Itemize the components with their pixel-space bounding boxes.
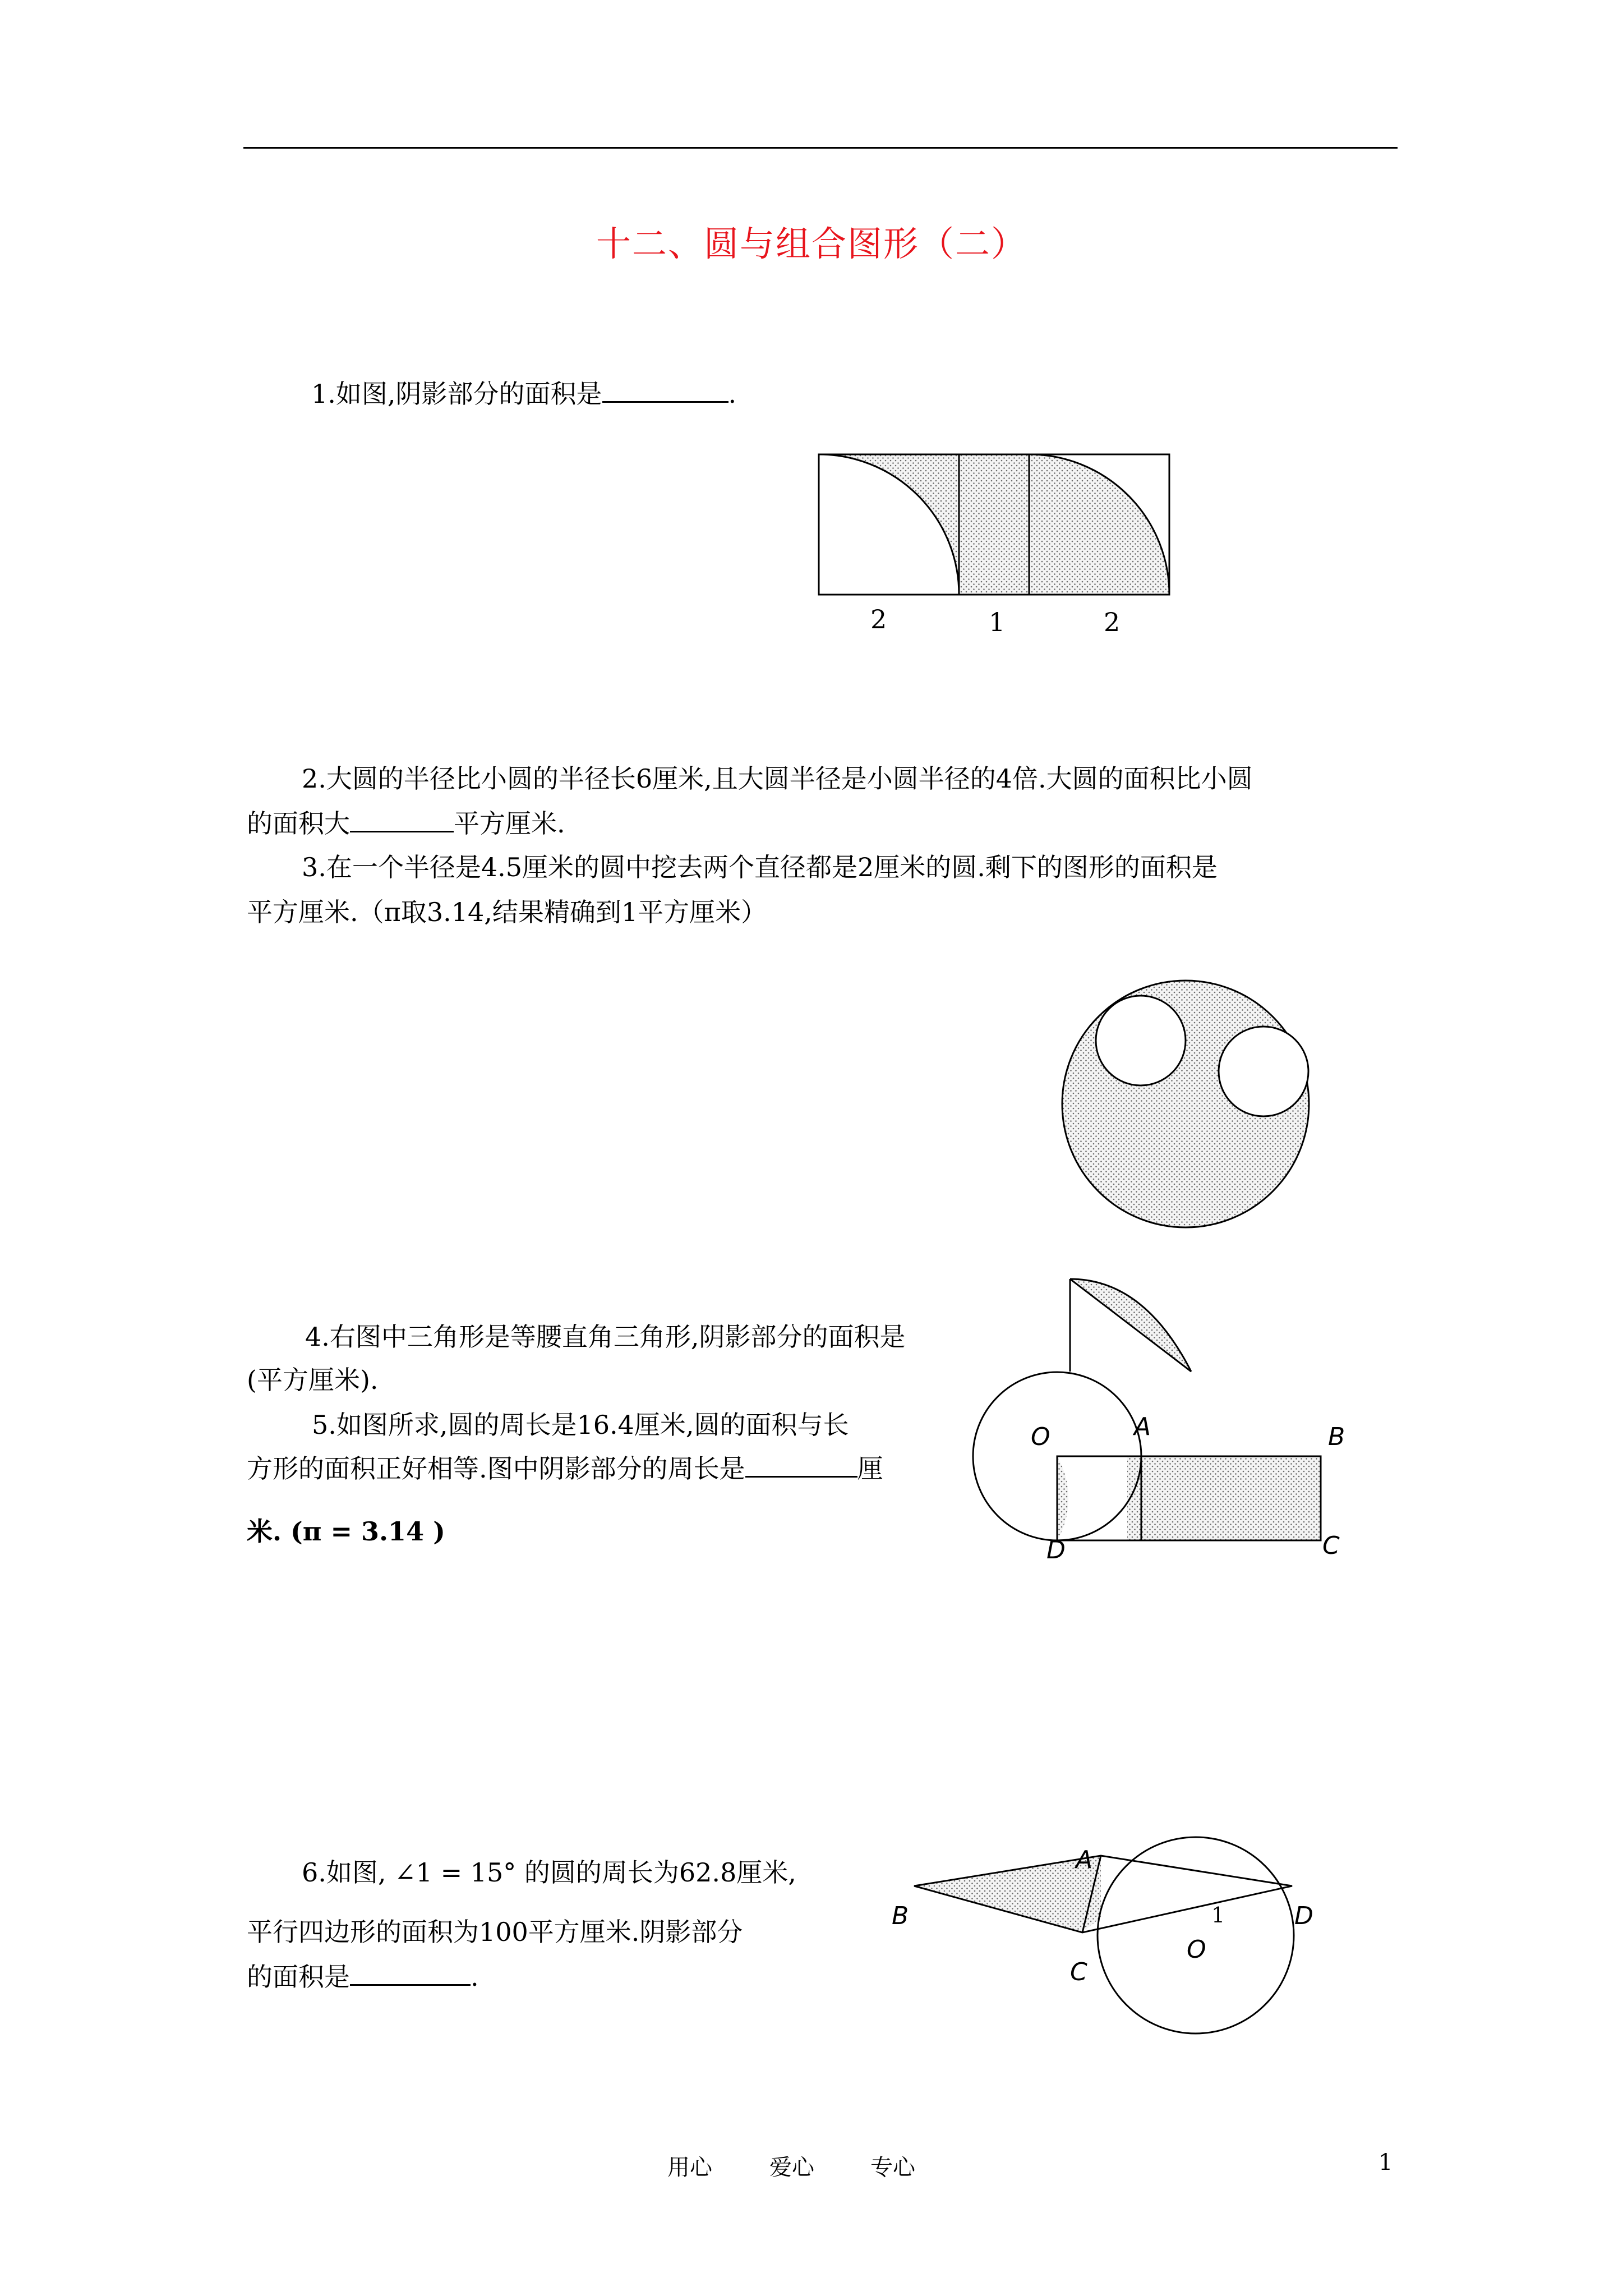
question-4-line-1: 4.右图中三角形是等腰直角三角形,阴影部分的面积是: [305, 1322, 906, 1352]
question-6-line-1: 6.如图, ∠1 = 15° 的圆的周长为62.8厘米,: [302, 1857, 796, 1888]
question-1-end: .: [728, 379, 737, 409]
footer-item-3: 专心: [870, 2155, 915, 2180]
question-5-text-b: 厘: [857, 1453, 883, 1484]
question-5-line-1: 5.如图所求,圆的周长是16.4厘米,圆的面积与长: [312, 1410, 849, 1440]
figure-1-label-middle: 1: [989, 607, 1006, 637]
footer-item-1: 用心: [667, 2155, 712, 2180]
figure-6-label-d: D: [1294, 1902, 1313, 1930]
question-6-line-3: [247, 1954, 479, 1999]
figure-5-label-c: C: [1322, 1531, 1340, 1560]
header-rule: [243, 147, 1398, 149]
figure-5-label-b: B: [1328, 1423, 1345, 1451]
question-2-text-a: 的面积大: [247, 808, 350, 839]
figure-1-shaded-left: [819, 454, 959, 595]
question-2-line-1: 2.大圆的半径比小圆的半径长6厘米,且大圆半径是小圆半径的4倍.大圆的面积比小圆: [302, 763, 1253, 794]
figure-6-label-o: O: [1187, 1935, 1206, 1964]
figure-1-shaded-right: [1029, 454, 1169, 595]
question-2-line-2: [247, 801, 565, 846]
figure-6-label-angle-1: 1: [1211, 1903, 1225, 1927]
answer-blank-2[interactable]: [350, 808, 454, 832]
figure-6: [903, 1834, 1324, 2042]
figure-1-label-right: 2: [1104, 607, 1121, 637]
figure-1-label-left: 2: [870, 604, 887, 634]
question-1-text: 1.如图,阴影部分的面积是: [311, 379, 602, 409]
question-2-text-b: 平方厘米.: [454, 808, 565, 839]
figure-6-label-b: B: [892, 1902, 909, 1930]
question-6-line-2: 平行四边形的面积为100平方厘米.阴影部分: [247, 1917, 743, 1947]
figure-5-shaded-rect: [1127, 1456, 1321, 1540]
page-title: 十二、圆与组合图形（二）: [596, 223, 1027, 264]
footer-item-2: 爱心: [769, 2155, 814, 2180]
page-number: 1: [1378, 2150, 1393, 2175]
question-4-line-2: (平方厘米).: [247, 1365, 379, 1395]
figure-3-hole-left: [1096, 996, 1186, 1085]
answer-blank-6[interactable]: [350, 1962, 471, 1986]
figure-5: [965, 1374, 1324, 1582]
question-6-text-a: 的面积是: [247, 1962, 350, 1992]
question-5-line-2: [247, 1446, 883, 1491]
question-3-line-2: 平方厘米.（π取3.14,结果精确到1平方厘米）: [247, 897, 767, 927]
question-3-line-1: 3.在一个半径是4.5厘米的圆中挖去两个直径都是2厘米的圆.剩下的图形的面积是: [302, 852, 1218, 882]
figure-5-shaded-sector: [1057, 1456, 1068, 1540]
question-5-line-3: 米. (π = 3.14 ): [247, 1516, 445, 1547]
question-1: [311, 371, 736, 416]
figure-5-label-a: A: [1134, 1412, 1151, 1441]
question-5-text-a: 方形的面积正好相等.图中阴影部分的周长是: [247, 1453, 745, 1484]
figure-1-shaded-middle: [959, 454, 1029, 595]
answer-blank-1[interactable]: [602, 379, 728, 403]
figure-6-label-a: A: [1076, 1846, 1093, 1874]
answer-blank-5[interactable]: [745, 1453, 857, 1478]
figure-5-label-o: O: [1031, 1423, 1050, 1451]
figure-3: [1032, 976, 1346, 1240]
figure-4: [1060, 1273, 1200, 1374]
figure-6-label-c: C: [1070, 1958, 1087, 1986]
figure-5-label-d: D: [1046, 1536, 1066, 1565]
question-6-text-b: .: [471, 1962, 479, 1992]
figure-3-hole-right: [1219, 1027, 1308, 1116]
